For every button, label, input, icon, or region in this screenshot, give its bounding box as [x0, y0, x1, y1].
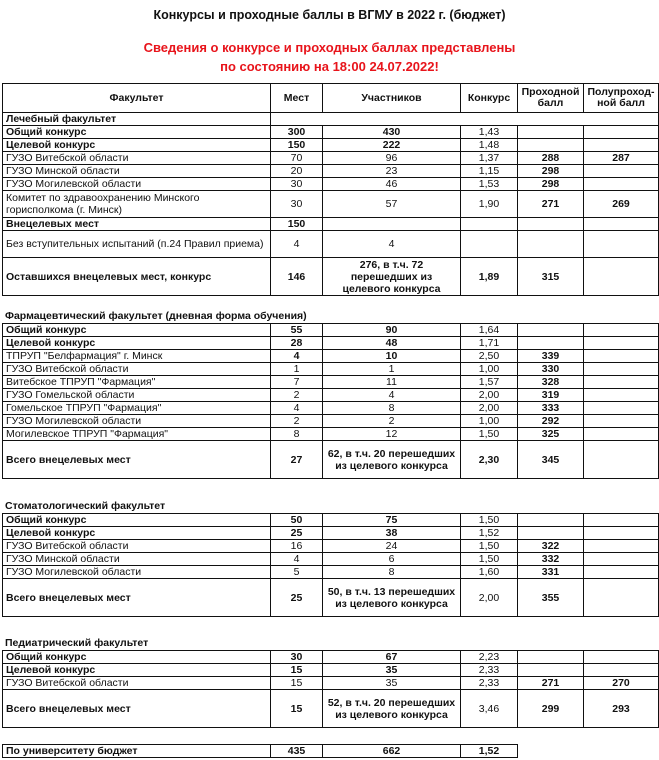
- row-places: 16: [271, 540, 323, 553]
- row-semi-passing-score: [584, 566, 659, 579]
- row-passing-score: 332: [518, 553, 584, 566]
- header-semi-passing: Полупроход-ной балл: [584, 84, 659, 113]
- row-semi-passing-score: [584, 651, 659, 664]
- row-label: Целевой конкурс: [3, 527, 271, 540]
- row-label: Общий конкурс: [3, 324, 271, 337]
- row-places: 146: [271, 258, 323, 296]
- row-competition: 1,00: [461, 415, 518, 428]
- row-passing-score: 271: [518, 191, 584, 218]
- row-passing-score: 345: [518, 441, 584, 479]
- row-semi-passing-score: [584, 324, 659, 337]
- row-participants: 4: [323, 231, 461, 258]
- row-participants: 8: [323, 402, 461, 415]
- row-semi-passing-score: [584, 376, 659, 389]
- table-row: [3, 415, 659, 428]
- row-competition: 1,43: [461, 126, 518, 139]
- row-semi-passing-score: [584, 258, 659, 296]
- table-row: [3, 376, 659, 389]
- row-passing-score: 325: [518, 428, 584, 441]
- row-semi-passing-score: [584, 337, 659, 350]
- row-label: Общий конкурс: [3, 514, 271, 527]
- row-label: Могилевское ТПРУП "Фармация": [3, 428, 271, 441]
- row-participants: 38: [323, 527, 461, 540]
- row-participants: 57: [323, 191, 461, 218]
- row-label: Витебское ТПРУП "Фармация": [3, 376, 271, 389]
- row-places: 15: [271, 690, 323, 728]
- row-label: ГУЗО Минской области: [3, 553, 271, 566]
- row-participants: 6: [323, 553, 461, 566]
- row-competition: [461, 231, 518, 258]
- row-competition: 1,71: [461, 337, 518, 350]
- row-participants: 52, в т.ч. 20 перешедших из целевого конкурса: [323, 690, 461, 728]
- row-semi-passing-score: 293: [584, 690, 659, 728]
- status-notice: [0, 38, 659, 76]
- row-competition: 1,64: [461, 324, 518, 337]
- row-participants: 1: [323, 363, 461, 376]
- row-label: Целевой конкурс: [3, 664, 271, 677]
- row-places: 70: [271, 152, 323, 165]
- section-title-row: [3, 113, 659, 126]
- table-pharm: [2, 323, 659, 479]
- table-row: [3, 651, 659, 664]
- row-participants: 90: [323, 324, 461, 337]
- table-header: [3, 84, 659, 113]
- row-passing-score: 315: [518, 258, 584, 296]
- row-competition: 1,50: [461, 553, 518, 566]
- row-semi-passing-score: [584, 664, 659, 677]
- row-places: 7: [271, 376, 323, 389]
- row-participants: 46: [323, 178, 461, 191]
- table-row: [3, 337, 659, 350]
- row-passing-score: [518, 527, 584, 540]
- row-competition: 2,33: [461, 664, 518, 677]
- row-places: 150: [271, 218, 323, 231]
- row-competition: 1,53: [461, 178, 518, 191]
- row-participants: 11: [323, 376, 461, 389]
- row-semi-passing-score: [584, 415, 659, 428]
- row-semi-passing-score: 270: [584, 677, 659, 690]
- table-row: [3, 152, 659, 165]
- row-semi-passing-score: [584, 579, 659, 617]
- row-competition: 1,60: [461, 566, 518, 579]
- row-places: 25: [271, 579, 323, 617]
- row-competition: 1,52: [461, 527, 518, 540]
- row-participants: 430: [323, 126, 461, 139]
- row-competition: 2,00: [461, 389, 518, 402]
- row-places: 55: [271, 324, 323, 337]
- row-competition: 1,50: [461, 428, 518, 441]
- table-row: [3, 566, 659, 579]
- row-semi-passing-score: [584, 139, 659, 152]
- row-label: Целевой конкурс: [3, 337, 271, 350]
- status-notice-line1: Сведения о конкурсе и проходных баллах представлены: [143, 40, 516, 55]
- section-title-ped: Педиатрический факультет: [5, 637, 149, 649]
- row-label: ГУЗО Витебской области: [3, 152, 271, 165]
- row-label: ГУЗО Витебской области: [3, 363, 271, 376]
- total-competition: 1,52: [461, 745, 518, 758]
- row-competition: 1,37: [461, 152, 518, 165]
- table-row: [3, 540, 659, 553]
- total-places: 435: [271, 745, 323, 758]
- header-competition: Конкурс: [461, 84, 518, 113]
- row-passing-score: 339: [518, 350, 584, 363]
- row-places: 30: [271, 651, 323, 664]
- row-participants: 75: [323, 514, 461, 527]
- table-row: [3, 579, 659, 617]
- row-label: Целевой конкурс: [3, 139, 271, 152]
- row-places: 27: [271, 441, 323, 479]
- row-semi-passing-score: [584, 540, 659, 553]
- row-passing-score: [518, 218, 584, 231]
- total-row: [3, 745, 518, 758]
- row-participants: 24: [323, 540, 461, 553]
- table-row: [3, 690, 659, 728]
- row-passing-score: 288: [518, 152, 584, 165]
- table-row: [3, 178, 659, 191]
- table-row: [3, 191, 659, 218]
- row-label: ГУЗО Витебской области: [3, 677, 271, 690]
- row-label: ГУЗО Могилевской области: [3, 415, 271, 428]
- row-semi-passing-score: 287: [584, 152, 659, 165]
- table-row: [3, 139, 659, 152]
- row-passing-score: 292: [518, 415, 584, 428]
- row-semi-passing-score: [584, 363, 659, 376]
- row-passing-score: [518, 337, 584, 350]
- row-label: Без вступительных испытаний (п.24 Правил приема): [3, 231, 271, 258]
- row-participants: 67: [323, 651, 461, 664]
- row-label: Гомельское ТПРУП "Фармация": [3, 402, 271, 415]
- row-semi-passing-score: [584, 553, 659, 566]
- table-total: [2, 744, 518, 758]
- row-places: 8: [271, 428, 323, 441]
- row-passing-score: 271: [518, 677, 584, 690]
- row-label: Оставшихся внецелевых мест, конкурс: [3, 258, 271, 296]
- row-passing-score: 328: [518, 376, 584, 389]
- table-row: [3, 402, 659, 415]
- row-competition: [461, 218, 518, 231]
- row-passing-score: [518, 651, 584, 664]
- section-title-pharm: Фармацевтический факультет (дневная форма обучения): [5, 310, 307, 322]
- table-row: [3, 258, 659, 296]
- row-passing-score: 333: [518, 402, 584, 415]
- row-places: 15: [271, 677, 323, 690]
- row-semi-passing-score: [584, 350, 659, 363]
- row-places: 5: [271, 566, 323, 579]
- row-competition: 2,50: [461, 350, 518, 363]
- row-places: 25: [271, 527, 323, 540]
- row-semi-passing-score: [584, 389, 659, 402]
- row-passing-score: 298: [518, 165, 584, 178]
- table-row: [3, 441, 659, 479]
- row-passing-score: 330: [518, 363, 584, 376]
- row-passing-score: 355: [518, 579, 584, 617]
- row-places: 1: [271, 363, 323, 376]
- row-participants: 62, в т.ч. 20 перешедших из целевого конкурса: [323, 441, 461, 479]
- row-participants: 35: [323, 677, 461, 690]
- table-row: [3, 363, 659, 376]
- row-competition: 2,00: [461, 579, 518, 617]
- table-row: [3, 664, 659, 677]
- row-label: ГУЗО Могилевской области: [3, 178, 271, 191]
- row-passing-score: 298: [518, 178, 584, 191]
- row-competition: 2,33: [461, 677, 518, 690]
- row-competition: 1,50: [461, 514, 518, 527]
- row-semi-passing-score: 269: [584, 191, 659, 218]
- row-label: ГУЗО Могилевской области: [3, 566, 271, 579]
- row-competition: 1,90: [461, 191, 518, 218]
- row-semi-passing-score: [584, 126, 659, 139]
- row-semi-passing-score: [584, 527, 659, 540]
- row-participants: [323, 218, 461, 231]
- row-label: Внецелевых мест: [3, 218, 271, 231]
- row-label: Всего внецелевых мест: [3, 579, 271, 617]
- row-participants: 23: [323, 165, 461, 178]
- table-ped: [2, 650, 659, 728]
- row-passing-score: 319: [518, 389, 584, 402]
- row-competition: 2,30: [461, 441, 518, 479]
- table-row: [3, 350, 659, 363]
- total-label: По университету бюджет: [3, 745, 271, 758]
- row-competition: 1,50: [461, 540, 518, 553]
- row-semi-passing-score: [584, 441, 659, 479]
- total-participants: 662: [323, 745, 461, 758]
- row-places: 30: [271, 191, 323, 218]
- row-places: 15: [271, 664, 323, 677]
- row-places: 2: [271, 389, 323, 402]
- row-label: Общий конкурс: [3, 126, 271, 139]
- header-places: Мест: [271, 84, 323, 113]
- row-label: ГУЗО Витебской области: [3, 540, 271, 553]
- row-semi-passing-score: [584, 514, 659, 527]
- row-competition: 1,15: [461, 165, 518, 178]
- row-participants: 50, в т.ч. 13 перешедших из целевого конкурса: [323, 579, 461, 617]
- row-participants: 222: [323, 139, 461, 152]
- table-row: [3, 677, 659, 690]
- row-passing-score: [518, 126, 584, 139]
- row-competition: 1,89: [461, 258, 518, 296]
- row-participants: 276, в т.ч. 72 перешедших из целевого конкурса: [323, 258, 461, 296]
- table-row: [3, 553, 659, 566]
- row-participants: 8: [323, 566, 461, 579]
- table-stom: [2, 513, 659, 617]
- row-label: ГУЗО Минской области: [3, 165, 271, 178]
- row-passing-score: 299: [518, 690, 584, 728]
- status-notice-line2: по состоянию на 18:00 24.07.2022!: [220, 59, 439, 74]
- row-competition: 1,00: [461, 363, 518, 376]
- row-participants: 10: [323, 350, 461, 363]
- row-semi-passing-score: [584, 402, 659, 415]
- table-row: [3, 165, 659, 178]
- row-semi-passing-score: [584, 178, 659, 191]
- table-row: [3, 231, 659, 258]
- row-competition: 3,46: [461, 690, 518, 728]
- row-semi-passing-score: [584, 231, 659, 258]
- row-places: 2: [271, 415, 323, 428]
- row-label: ТПРУП "Белфармация" г. Минск: [3, 350, 271, 363]
- row-competition: 1,57: [461, 376, 518, 389]
- row-passing-score: [518, 139, 584, 152]
- row-label: Общий конкурс: [3, 651, 271, 664]
- row-passing-score: [518, 514, 584, 527]
- row-places: 30: [271, 178, 323, 191]
- row-passing-score: [518, 324, 584, 337]
- row-passing-score: 322: [518, 540, 584, 553]
- row-passing-score: [518, 664, 584, 677]
- row-places: 50: [271, 514, 323, 527]
- table-row: [3, 126, 659, 139]
- row-competition: 2,00: [461, 402, 518, 415]
- section-title-stom: Стоматологический факультет: [5, 500, 166, 512]
- row-label: ГУЗО Гомельской области: [3, 389, 271, 402]
- table-row: [3, 428, 659, 441]
- header-faculty: Факультет: [3, 84, 271, 113]
- row-places: 300: [271, 126, 323, 139]
- header-participants: Участников: [323, 84, 461, 113]
- table-row: [3, 389, 659, 402]
- page-title: Конкурсы и проходные баллы в ВГМУ в 2022 г. (бюджет): [153, 8, 506, 22]
- row-places: 4: [271, 350, 323, 363]
- row-participants: 35: [323, 664, 461, 677]
- row-label: Всего внецелевых мест: [3, 690, 271, 728]
- row-places: 4: [271, 231, 323, 258]
- row-passing-score: 331: [518, 566, 584, 579]
- row-participants: 12: [323, 428, 461, 441]
- row-participants: 4: [323, 389, 461, 402]
- row-semi-passing-score: [584, 428, 659, 441]
- row-semi-passing-score: [584, 218, 659, 231]
- row-label: Всего внецелевых мест: [3, 441, 271, 479]
- row-semi-passing-score: [584, 165, 659, 178]
- row-participants: 2: [323, 415, 461, 428]
- section-title-lech: Лечебный факультет: [3, 113, 271, 126]
- table-row: [3, 527, 659, 540]
- row-places: 4: [271, 402, 323, 415]
- row-passing-score: [518, 231, 584, 258]
- header-passing: Проходной балл: [518, 84, 584, 113]
- row-places: 20: [271, 165, 323, 178]
- table-row: [3, 218, 659, 231]
- row-participants: 96: [323, 152, 461, 165]
- row-competition: 1,48: [461, 139, 518, 152]
- table-row: [3, 514, 659, 527]
- row-places: 4: [271, 553, 323, 566]
- row-competition: 2,23: [461, 651, 518, 664]
- row-places: 150: [271, 139, 323, 152]
- row-label: Комитет по здравоохранению Минского горисполкома (г. Минск): [3, 191, 271, 218]
- row-places: 28: [271, 337, 323, 350]
- table-lech: [2, 83, 659, 296]
- table-row: [3, 324, 659, 337]
- row-participants: 48: [323, 337, 461, 350]
